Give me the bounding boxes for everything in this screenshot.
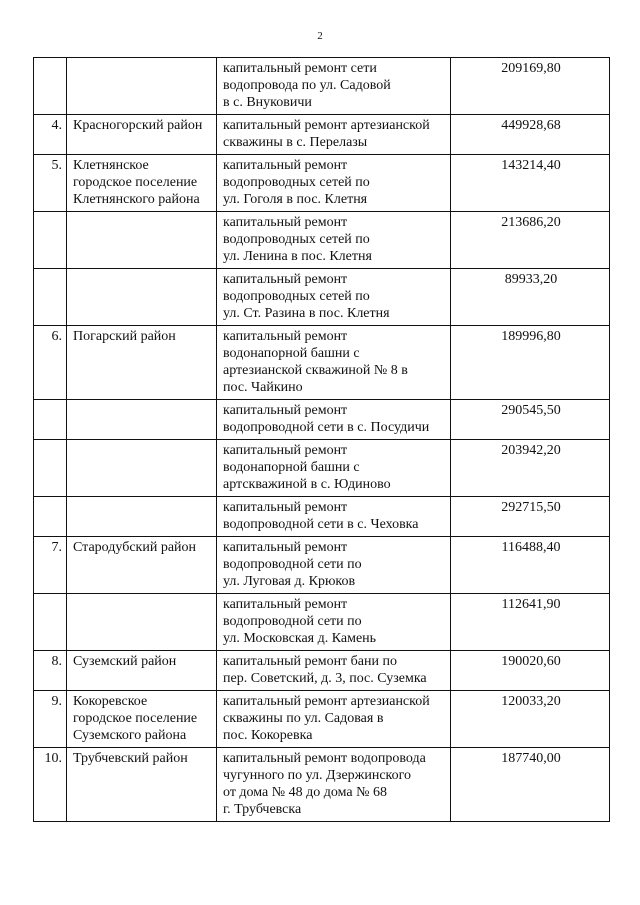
amount-cell: 143214,40 (451, 155, 610, 212)
district-line: Суземский район (73, 654, 177, 669)
table-row (34, 537, 610, 594)
amount-cell: 292715,50 (451, 497, 610, 537)
row-number: 4. (34, 115, 67, 155)
amount-cell: 112641,90 (451, 594, 610, 651)
work-line: ул. Ст. Разина в пос. Клетня (223, 306, 390, 321)
table-row (34, 58, 610, 115)
work-description-cell (217, 326, 451, 400)
work-description-cell (217, 155, 451, 212)
district-cell (67, 440, 217, 497)
table-row (34, 269, 610, 326)
work-description-cell (217, 594, 451, 651)
district-cell (67, 400, 217, 440)
district-cell (67, 58, 217, 115)
page-number: 2 (317, 30, 323, 42)
work-line: капитальный ремонт (223, 272, 348, 287)
district-cell (67, 651, 217, 691)
district-line: Стародубский район (73, 540, 197, 555)
row-number: 7. (34, 537, 67, 594)
table-row (34, 691, 610, 748)
work-line: капитальный ремонт (223, 329, 348, 344)
work-line: водопроводной сети в с. Чеховка (223, 517, 419, 532)
work-description-cell (217, 400, 451, 440)
work-line: капитальный ремонт (223, 215, 348, 230)
work-line: артскважиной в с. Юдиново (223, 477, 391, 492)
row-number (34, 212, 67, 269)
work-line: капитальный ремонт артезианской (223, 118, 430, 133)
work-line: водопроводных сетей по (223, 175, 370, 190)
amount-cell: 209169,80 (451, 58, 610, 115)
amount-cell: 190020,60 (451, 651, 610, 691)
work-line: чугунного по ул. Дзержинского (223, 768, 412, 783)
row-number: 10. (34, 748, 67, 822)
district-line: Трубчевский район (73, 751, 188, 766)
table-row (34, 594, 610, 651)
table-row (34, 115, 610, 155)
work-description-cell (217, 212, 451, 269)
work-line: пос. Кокоревка (223, 728, 313, 743)
work-line: капитальный ремонт (223, 500, 348, 515)
row-number (34, 594, 67, 651)
row-number: 5. (34, 155, 67, 212)
amount-cell: 187740,00 (451, 748, 610, 822)
work-line: капитальный ремонт бани по (223, 654, 397, 669)
row-number: 8. (34, 651, 67, 691)
amount-cell: 449928,68 (451, 115, 610, 155)
district-line: городское поселение (73, 711, 198, 726)
district-cell (67, 115, 217, 155)
work-line: водопроводной сети по (223, 614, 362, 629)
row-number (34, 269, 67, 326)
amount-cell: 120033,20 (451, 691, 610, 748)
table-row (34, 748, 610, 822)
district-cell (67, 212, 217, 269)
district-line: Погарский район (73, 329, 176, 344)
work-line: ул. Гоголя в пос. Клетня (223, 192, 368, 207)
work-line: в с. Внуковичи (223, 95, 312, 110)
work-line: водонапорной башни с (223, 346, 360, 361)
table-body (34, 58, 610, 822)
row-number (34, 440, 67, 497)
work-line: ул. Московская д. Камень (223, 631, 377, 646)
table-row (34, 155, 610, 212)
work-description-cell (217, 691, 451, 748)
work-line: водонапорной башни с (223, 460, 360, 475)
district-cell (67, 537, 217, 594)
work-line: капитальный ремонт (223, 403, 348, 418)
amount-cell: 189996,80 (451, 326, 610, 400)
work-description-cell (217, 58, 451, 115)
work-line: пер. Советский, д. 3, пос. Суземка (223, 671, 427, 686)
district-cell (67, 269, 217, 326)
work-line: капитальный ремонт сети (223, 61, 377, 76)
district-cell (67, 155, 217, 212)
work-line: водопроводной сети по (223, 557, 362, 572)
work-line: скважины в с. Перелазы (223, 135, 368, 150)
amount-cell: 203942,20 (451, 440, 610, 497)
work-line: артезианской скважиной № 8 в (223, 363, 408, 378)
work-description-cell (217, 537, 451, 594)
work-line: от дома № 48 до дома № 68 (223, 785, 387, 800)
row-number: 6. (34, 326, 67, 400)
work-line: капитальный ремонт (223, 540, 348, 555)
table-row (34, 326, 610, 400)
district-cell (67, 326, 217, 400)
work-line: капитальный ремонт (223, 158, 348, 173)
work-line: капитальный ремонт (223, 597, 348, 612)
work-line: капитальный ремонт водопровода (223, 751, 426, 766)
table-row (34, 497, 610, 537)
row-number: 9. (34, 691, 67, 748)
work-line: капитальный ремонт артезианской (223, 694, 430, 709)
funding-table (33, 57, 610, 822)
amount-cell: 89933,20 (451, 269, 610, 326)
work-line: водопроводной сети в с. Посудичи (223, 420, 430, 435)
amount-cell: 116488,40 (451, 537, 610, 594)
row-number (34, 400, 67, 440)
district-line: городское поселение (73, 175, 198, 190)
work-line: скважины по ул. Садовая в (223, 711, 384, 726)
work-description-cell (217, 748, 451, 822)
work-description-cell (217, 115, 451, 155)
district-line: Клетнянское (73, 158, 149, 173)
district-cell (67, 691, 217, 748)
work-line: ул. Луговая д. Крюков (223, 574, 356, 589)
district-cell (67, 594, 217, 651)
district-line: Суземского района (73, 728, 187, 743)
work-line: капитальный ремонт (223, 443, 348, 458)
district-line: Кокоревское (73, 694, 148, 709)
work-description-cell (217, 651, 451, 691)
work-line: водопроводных сетей по (223, 232, 370, 247)
work-description-cell (217, 440, 451, 497)
amount-cell: 213686,20 (451, 212, 610, 269)
district-line: Красногорский район (73, 118, 203, 133)
district-cell (67, 497, 217, 537)
work-line: г. Трубчевска (223, 802, 302, 817)
table-row (34, 212, 610, 269)
work-description-cell (217, 497, 451, 537)
district-cell (67, 748, 217, 822)
work-line: ул. Ленина в пос. Клетня (223, 249, 372, 264)
work-line: пос. Чайкино (223, 380, 303, 395)
table-row (34, 440, 610, 497)
work-line: водопровода по ул. Садовой (223, 78, 391, 93)
row-number (34, 58, 67, 115)
amount-cell: 290545,50 (451, 400, 610, 440)
work-line: водопроводных сетей по (223, 289, 370, 304)
work-description-cell (217, 269, 451, 326)
table-row (34, 651, 610, 691)
row-number (34, 497, 67, 537)
district-line: Клетнянского района (73, 192, 200, 207)
table-row (34, 400, 610, 440)
